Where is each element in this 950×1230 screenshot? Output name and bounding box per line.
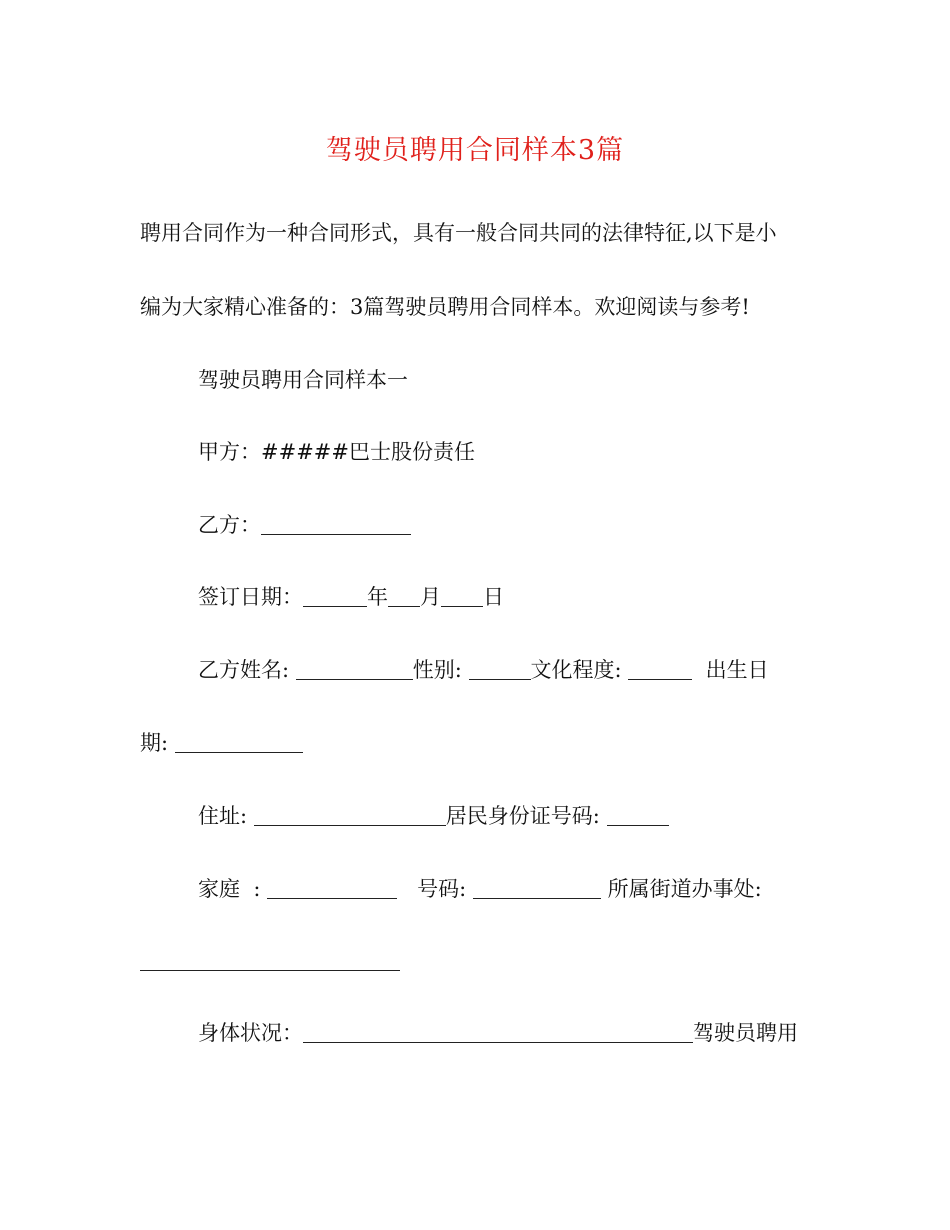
birth-label: 出生日 [705, 658, 769, 682]
gender-blank [469, 657, 531, 680]
section-heading: 驾驶员聘用合同样本一 [198, 368, 408, 392]
party-b-line [198, 510, 411, 540]
number-blank [473, 876, 601, 899]
health-label: 身体状况： [198, 1021, 303, 1045]
id-blank [607, 803, 669, 826]
name-line [198, 655, 769, 685]
month-blank [388, 584, 420, 607]
year-blank [303, 584, 367, 607]
health-blank [303, 1020, 693, 1043]
health-tail: 驾驶员聘用 [693, 1021, 798, 1045]
sign-date-label: 签订日期： [198, 585, 303, 609]
education-label: 文化程度: [530, 658, 622, 682]
home-blank [267, 876, 397, 899]
intro-line-1: 聘用合同作为一种合同形式，具有一般合同共同的法律特征,以下是小 [140, 221, 777, 245]
number-label: 号码: [417, 877, 467, 901]
party-b-blank [261, 512, 411, 535]
id-label: 居民身份证号码: [445, 804, 600, 828]
sign-date-line [198, 582, 504, 612]
home-line [198, 874, 762, 904]
gender-label: 性别: [412, 658, 462, 682]
street-office-blank [140, 948, 400, 971]
address-line [198, 801, 669, 831]
birth-label-cont: 期: [140, 731, 169, 755]
birth-line [140, 728, 303, 758]
address-blank [254, 803, 446, 826]
home-label: 家庭 : [198, 877, 261, 901]
day-label: 日 [483, 585, 504, 609]
name-blank [296, 657, 413, 680]
party-b-label: 乙方： [198, 513, 261, 537]
day-blank [441, 584, 483, 607]
address-label: 住址: [198, 804, 248, 828]
document-title: 驾驶员聘用合同样本3篇 [325, 135, 625, 166]
birth-blank [175, 730, 303, 753]
health-line [198, 1018, 798, 1048]
education-blank [628, 657, 692, 680]
name-label: 乙方姓名: [198, 658, 290, 682]
street-office-label: 所属街道办事处: [607, 877, 762, 901]
year-label: 年 [367, 585, 388, 609]
month-label: 月 [420, 585, 441, 609]
intro-line-2: 编为大家精心准备的：3篇驾驶员聘用合同样本。欢迎阅读与参考! [140, 295, 750, 319]
street-office-line [140, 946, 400, 976]
party-a-line: 甲方：#####巴士股份责任 [198, 440, 475, 464]
